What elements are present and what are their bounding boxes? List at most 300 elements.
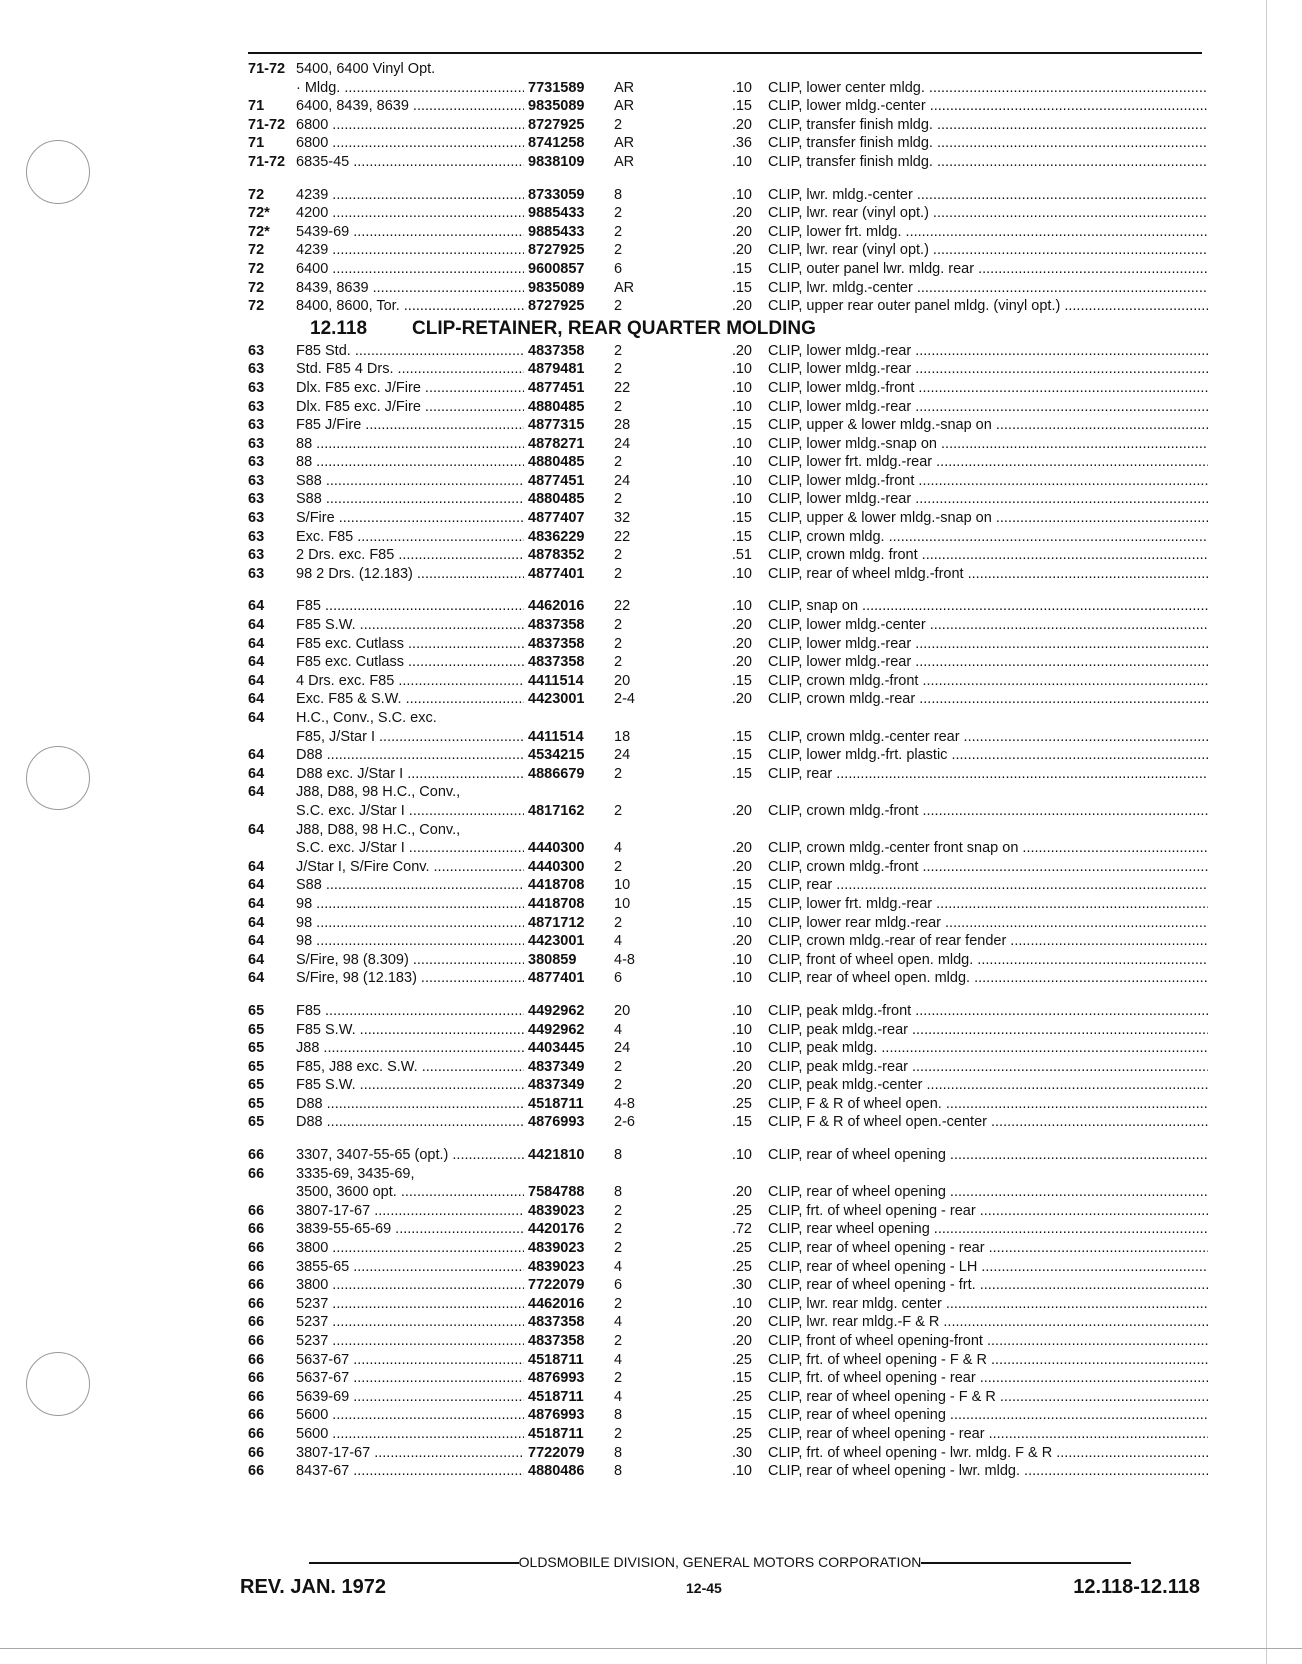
model-cell: F85 ..... xyxy=(296,1002,524,1021)
year-cell: 63 xyxy=(248,547,265,564)
price-cell: .10 xyxy=(731,951,752,968)
model-cell: F85 exc. Cutlass ..... xyxy=(296,653,524,672)
group-spacer xyxy=(248,988,1208,1002)
year-cell: 72* xyxy=(248,223,270,240)
part-number-cell: 4839023 xyxy=(528,1240,585,1257)
table-row xyxy=(248,79,1208,98)
model-cell: H.C., Conv., S.C. exc. xyxy=(296,710,437,726)
table-row xyxy=(248,379,1208,398)
table-row xyxy=(248,783,1208,802)
quantity-cell: 6 xyxy=(614,260,623,277)
price-cell: .36 xyxy=(731,135,752,152)
table-row xyxy=(248,653,1208,672)
price-cell: .25 xyxy=(731,1095,752,1112)
model-cell: Std. F85 4 Drs. ..... xyxy=(296,360,524,379)
model-cell: 4200 ..... xyxy=(296,204,524,223)
description-cell: CLIP, lwr. rear (vinyl opt.) ..... xyxy=(768,241,1208,260)
year-cell: 64 xyxy=(248,821,265,838)
price-cell: .15 xyxy=(731,98,752,115)
price-cell: .15 xyxy=(731,747,752,764)
quantity-cell: 2-4 xyxy=(614,691,635,708)
model-cell: J88 ..... xyxy=(296,1039,524,1058)
part-number-cell: 9835089 xyxy=(528,98,585,115)
description-cell: CLIP, crown mldg.-front ..... xyxy=(768,802,1208,821)
price-cell: .20 xyxy=(731,617,752,634)
description-cell: CLIP, peak mldg. ..... xyxy=(768,1039,1208,1058)
price-cell: .10 xyxy=(731,1021,752,1038)
year-cell: 65 xyxy=(248,1002,265,1019)
price-cell: .15 xyxy=(731,279,752,296)
quantity-cell: 2 xyxy=(614,547,623,564)
price-cell: .20 xyxy=(731,840,752,857)
model-cell: 5237 ..... xyxy=(296,1295,524,1314)
quantity-cell: 4 xyxy=(614,1351,623,1368)
model-cell: F85 exc. Cutlass ..... xyxy=(296,635,524,654)
quantity-cell: 4 xyxy=(614,1314,623,1331)
table-row xyxy=(248,453,1208,472)
table-row xyxy=(248,1332,1208,1351)
part-number-cell: 7731589 xyxy=(528,79,585,96)
description-cell: CLIP, upper & lower mldg.-snap on ..... xyxy=(768,509,1208,528)
price-cell: .20 xyxy=(731,1058,752,1075)
description-cell: CLIP, crown mldg.-rear of rear fender ..... xyxy=(768,932,1208,951)
quantity-cell: AR xyxy=(614,135,635,152)
part-number-cell: 4837358 xyxy=(528,654,585,671)
model-cell: F85 S.W. ..... xyxy=(296,616,524,635)
price-cell: .20 xyxy=(731,242,752,259)
table-row xyxy=(248,134,1208,153)
quantity-cell: 2 xyxy=(614,223,623,240)
part-number-cell: 4418708 xyxy=(528,895,585,912)
year-cell: 66 xyxy=(248,1240,265,1257)
part-number-cell: 4837358 xyxy=(528,617,585,634)
year-cell: 66 xyxy=(248,1295,265,1312)
quantity-cell: 18 xyxy=(614,728,631,745)
year-cell: 72* xyxy=(248,205,270,222)
table-row xyxy=(248,672,1208,691)
part-number-cell: 4534215 xyxy=(528,747,585,764)
quantity-cell: 2 xyxy=(614,361,623,378)
description-cell: CLIP, rear of wheel opening - rear ..... xyxy=(768,1425,1208,1444)
table-row xyxy=(248,746,1208,765)
table-row xyxy=(248,1002,1208,1021)
description-cell: CLIP, crown mldg. front ..... xyxy=(768,546,1208,565)
description-cell: CLIP, lwr. rear mldg. center ..... xyxy=(768,1295,1208,1314)
quantity-cell: 2 xyxy=(614,1202,623,1219)
year-cell: 64 xyxy=(248,858,265,875)
quantity-cell: 24 xyxy=(614,1040,631,1057)
description-cell: CLIP, upper & lower mldg.-snap on ..... xyxy=(768,416,1208,435)
part-number-cell: 4839023 xyxy=(528,1202,585,1219)
table-row xyxy=(248,1239,1208,1258)
part-number-cell: 4837349 xyxy=(528,1077,585,1094)
description-cell: CLIP, lwr. mldg.-center ..... xyxy=(768,186,1208,205)
year-cell: 72 xyxy=(248,279,265,296)
part-number-cell: 4878352 xyxy=(528,547,585,564)
table-row xyxy=(248,635,1208,654)
description-cell: CLIP, lower mldg.-rear ..... xyxy=(768,398,1208,417)
table-row xyxy=(248,528,1208,547)
model-cell: Exc. F85 ..... xyxy=(296,528,524,547)
quantity-cell: 8 xyxy=(614,1184,623,1201)
year-cell: 64 xyxy=(248,691,265,708)
table-row xyxy=(248,279,1208,298)
model-cell: 5637-67 ..... xyxy=(296,1351,524,1370)
part-number-cell: 8727925 xyxy=(528,298,585,315)
price-cell: .20 xyxy=(731,654,752,671)
description-cell: CLIP, F & R of wheel open.-center ..... xyxy=(768,1113,1208,1132)
quantity-cell: AR xyxy=(614,153,635,170)
quantity-cell: 2 xyxy=(614,1240,623,1257)
model-cell: 98 ..... xyxy=(296,895,524,914)
part-number-cell: 4420176 xyxy=(528,1221,585,1238)
description-cell: CLIP, lower frt. mldg.-rear ..... xyxy=(768,895,1208,914)
part-number-cell: 4423001 xyxy=(528,691,585,708)
part-number-cell: 4880485 xyxy=(528,491,585,508)
quantity-cell: 4 xyxy=(614,1388,623,1405)
table-row xyxy=(248,1462,1208,1481)
table-row xyxy=(248,839,1208,858)
model-cell: J88, D88, 98 H.C., Conv., xyxy=(296,821,461,838)
price-cell: .10 xyxy=(731,491,752,508)
table-row xyxy=(248,186,1208,205)
quantity-cell: 2 xyxy=(614,1058,623,1075)
year-cell: 63 xyxy=(248,510,265,527)
model-cell: 4239 ..... xyxy=(296,241,524,260)
year-cell: 66 xyxy=(248,1258,265,1275)
price-cell: .15 xyxy=(731,1407,752,1424)
description-cell: CLIP, rear of wheel opening - LH ..... xyxy=(768,1258,1208,1277)
description-cell: CLIP, transfer finish mldg. ..... xyxy=(768,153,1208,172)
price-cell: .20 xyxy=(731,635,752,652)
quantity-cell: 6 xyxy=(614,970,623,987)
price-cell: .10 xyxy=(731,565,752,582)
description-cell: CLIP, rear of wheel open. mldg. ..... xyxy=(768,969,1208,988)
model-cell: 3807-17-67 ..... xyxy=(296,1202,524,1221)
description-cell: CLIP, snap on ..... xyxy=(768,597,1208,616)
quantity-cell: 4 xyxy=(614,840,623,857)
model-cell: 5237 ..... xyxy=(296,1313,524,1332)
model-cell: S/Fire, 98 (8.309) ..... xyxy=(296,951,524,970)
table-row xyxy=(248,969,1208,988)
price-cell: .30 xyxy=(731,1444,752,1461)
table-row xyxy=(248,1295,1208,1314)
model-cell: F85 ..... xyxy=(296,597,524,616)
table-row xyxy=(248,1021,1208,1040)
table-row xyxy=(248,1313,1208,1332)
part-number-cell: 9885433 xyxy=(528,223,585,240)
table-row xyxy=(248,1076,1208,1095)
quantity-cell: 4-8 xyxy=(614,1095,635,1112)
table-row xyxy=(248,1369,1208,1388)
table-row xyxy=(248,802,1208,821)
quantity-cell: 24 xyxy=(614,472,631,489)
model-cell: F85 J/Fire ..... xyxy=(296,416,524,435)
part-number-cell: 4817162 xyxy=(528,802,585,819)
quantity-cell: 8 xyxy=(614,1463,623,1480)
price-cell: .15 xyxy=(731,260,752,277)
quantity-cell: 10 xyxy=(614,895,631,912)
price-cell: .20 xyxy=(731,298,752,315)
part-number-cell: 9835089 xyxy=(528,279,585,296)
part-number-cell: 9885433 xyxy=(528,205,585,222)
model-cell: 6400 ..... xyxy=(296,260,524,279)
table-row xyxy=(248,490,1208,509)
model-cell: Dlx. F85 exc. J/Fire ..... xyxy=(296,379,524,398)
year-cell: 63 xyxy=(248,342,265,359)
binder-hole-top xyxy=(26,140,90,204)
part-number-cell: 4837349 xyxy=(528,1058,585,1075)
model-cell: 3807-17-67 ..... xyxy=(296,1444,524,1463)
model-cell: D88 ..... xyxy=(296,1113,524,1132)
description-cell: CLIP, lwr. rear (vinyl opt.) ..... xyxy=(768,204,1208,223)
price-cell: .15 xyxy=(731,728,752,745)
model-cell: F85 S.W. ..... xyxy=(296,1076,524,1095)
table-row xyxy=(248,342,1208,361)
quantity-cell: AR xyxy=(614,98,635,115)
year-cell: 65 xyxy=(248,1021,265,1038)
year-cell: 64 xyxy=(248,765,265,782)
price-cell: .25 xyxy=(731,1202,752,1219)
table-row xyxy=(248,951,1208,970)
part-number-cell: 7722079 xyxy=(528,1444,585,1461)
description-cell: CLIP, crown mldg.-front ..... xyxy=(768,858,1208,877)
model-cell: D88 ..... xyxy=(296,1095,524,1114)
model-cell: 3335-69, 3435-69, xyxy=(296,1165,415,1182)
year-cell: 63 xyxy=(248,491,265,508)
year-cell: 66 xyxy=(248,1407,265,1424)
quantity-cell: 4 xyxy=(614,933,623,950)
table-row xyxy=(248,1388,1208,1407)
year-cell: 63 xyxy=(248,435,265,452)
quantity-cell: 2 xyxy=(614,765,623,782)
description-cell: CLIP, F & R of wheel open. ..... xyxy=(768,1095,1208,1114)
quantity-cell: 24 xyxy=(614,747,631,764)
year-cell: 65 xyxy=(248,1095,265,1112)
model-cell: D88 exc. J/Star I ..... xyxy=(296,765,524,784)
table-row xyxy=(248,1220,1208,1239)
quantity-cell: 2 xyxy=(614,635,623,652)
quantity-cell: 22 xyxy=(614,379,631,396)
price-cell: .15 xyxy=(731,672,752,689)
part-number-cell: 4880486 xyxy=(528,1463,585,1480)
table-row xyxy=(248,204,1208,223)
quantity-cell: 2 xyxy=(614,1370,623,1387)
table-row xyxy=(248,858,1208,877)
description-cell: CLIP, lower center mldg. ..... xyxy=(768,79,1208,98)
description-cell: CLIP, rear of wheel mldg.-front ..... xyxy=(768,565,1208,584)
model-cell: 6800 ..... xyxy=(296,134,524,153)
description-cell: CLIP, rear of wheel opening - F & R ..... xyxy=(768,1388,1208,1407)
model-cell: 98 ..... xyxy=(296,932,524,951)
price-cell: .10 xyxy=(731,186,752,203)
bottom-rule xyxy=(0,1648,1302,1649)
model-cell: 98 2 Drs. (12.183) ..... xyxy=(296,565,524,584)
year-cell: 64 xyxy=(248,784,265,801)
quantity-cell: 2 xyxy=(614,454,623,471)
part-number-cell: 4877315 xyxy=(528,417,585,434)
table-row xyxy=(248,565,1208,584)
page-footer xyxy=(240,1554,1200,1604)
year-cell: 64 xyxy=(248,598,265,615)
description-cell: CLIP, crown mldg.-center front snap on ..... xyxy=(768,839,1208,858)
price-cell: .20 xyxy=(731,933,752,950)
top-rule xyxy=(248,52,1202,54)
quantity-cell: 2 xyxy=(614,858,623,875)
model-cell: 5400, 6400 Vinyl Opt. xyxy=(296,61,436,77)
model-cell: Dlx. F85 exc. J/Fire ..... xyxy=(296,398,524,417)
model-cell: 3839-55-65-69 ..... xyxy=(296,1220,524,1239)
part-number-cell: 4876993 xyxy=(528,1114,585,1131)
part-number-cell: 4876993 xyxy=(528,1407,585,1424)
price-cell: .10 xyxy=(731,598,752,615)
year-cell: 66 xyxy=(248,1370,265,1387)
table-row xyxy=(248,241,1208,260)
year-cell: 66 xyxy=(248,1388,265,1405)
model-cell: 5639-69 ..... xyxy=(296,1388,524,1407)
description-cell: CLIP, lower mldg.-front ..... xyxy=(768,472,1208,491)
price-cell: .25 xyxy=(731,1240,752,1257)
footer-page-number: 12-45 xyxy=(686,1580,722,1596)
part-number-cell: 8727925 xyxy=(528,116,585,133)
model-cell: 3307, 3407-55-65 (opt.) ..... xyxy=(296,1146,524,1165)
description-cell: CLIP, frt. of wheel opening - lwr. mldg. F & R ..... xyxy=(768,1444,1208,1463)
year-cell: 64 xyxy=(248,672,265,689)
quantity-cell: 2 xyxy=(614,116,623,133)
description-cell: CLIP, peak mldg.-front ..... xyxy=(768,1002,1208,1021)
description-cell: CLIP, rear of wheel opening - lwr. mldg. ..... xyxy=(768,1462,1208,1481)
table-row xyxy=(248,690,1208,709)
description-cell: CLIP, lwr. rear mldg.-F & R ..... xyxy=(768,1313,1208,1332)
model-cell: J/Star I, S/Fire Conv. ..... xyxy=(296,858,524,877)
description-cell: CLIP, frt. of wheel opening - F & R ..... xyxy=(768,1351,1208,1370)
model-cell: Exc. F85 & S.W. ..... xyxy=(296,690,524,709)
table-row xyxy=(248,709,1208,728)
price-cell: .15 xyxy=(731,1370,752,1387)
price-cell: .15 xyxy=(731,1114,752,1131)
part-number-cell: 4876993 xyxy=(528,1370,585,1387)
model-cell: 3800 ..... xyxy=(296,1239,524,1258)
part-number-cell: 4440300 xyxy=(528,858,585,875)
price-cell: .20 xyxy=(731,1184,752,1201)
binder-hole-bottom xyxy=(26,1352,90,1416)
price-cell: .10 xyxy=(731,1147,752,1164)
table-row xyxy=(248,616,1208,635)
price-cell: .25 xyxy=(731,1351,752,1368)
table-row xyxy=(248,728,1208,747)
description-cell: CLIP, lower mldg.-rear ..... xyxy=(768,635,1208,654)
year-cell: 64 xyxy=(248,895,265,912)
price-cell: .10 xyxy=(731,454,752,471)
price-cell: .10 xyxy=(731,472,752,489)
description-cell: CLIP, crown mldg.-center rear ..... xyxy=(768,728,1208,747)
model-cell: F85, J88 exc. S.W. ..... xyxy=(296,1058,524,1077)
quantity-cell: AR xyxy=(614,279,635,296)
year-cell: 66 xyxy=(248,1351,265,1368)
description-cell: CLIP, lower mldg.-rear ..... xyxy=(768,653,1208,672)
model-cell: 8439, 8639 ..... xyxy=(296,279,524,298)
year-cell: 72 xyxy=(248,242,265,259)
part-number-cell: 4877451 xyxy=(528,472,585,489)
part-number-cell: 4880485 xyxy=(528,454,585,471)
quantity-cell: 2 xyxy=(614,398,623,415)
quantity-cell: 8 xyxy=(614,1407,623,1424)
model-cell: 88 ..... xyxy=(296,435,524,454)
table-row xyxy=(248,360,1208,379)
quantity-cell: 20 xyxy=(614,672,631,689)
year-cell: 71-72 xyxy=(248,153,286,170)
price-cell: .20 xyxy=(731,342,752,359)
description-cell: CLIP, frt. of wheel opening - rear ..... xyxy=(768,1369,1208,1388)
quantity-cell: 8 xyxy=(614,1444,623,1461)
year-cell: 66 xyxy=(248,1444,265,1461)
part-number-cell: 4877401 xyxy=(528,970,585,987)
year-cell: 72 xyxy=(248,260,265,277)
quantity-cell: 2 xyxy=(614,1333,623,1349)
description-cell: CLIP, transfer finish mldg. ..... xyxy=(768,116,1208,135)
price-cell: .20 xyxy=(731,802,752,819)
quantity-cell: 2 xyxy=(614,654,623,671)
quantity-cell: 2 xyxy=(614,914,623,931)
parts-list xyxy=(248,60,1208,1481)
table-row xyxy=(248,1202,1208,1221)
price-cell: .10 xyxy=(731,1002,752,1019)
model-cell: 4 Drs. exc. F85 ..... xyxy=(296,672,524,691)
quantity-cell: 2 xyxy=(614,802,623,819)
part-number-cell: 7584788 xyxy=(528,1184,585,1201)
table-row xyxy=(248,1351,1208,1370)
part-number-cell: 4518711 xyxy=(528,1388,584,1405)
description-cell: CLIP, rear of wheel opening - rear ..... xyxy=(768,1239,1208,1258)
year-cell: 64 xyxy=(248,914,265,931)
group-spacer xyxy=(248,172,1208,186)
description-cell: CLIP, lower rear mldg.-rear ..... xyxy=(768,914,1208,933)
model-cell: 5600 ..... xyxy=(296,1406,524,1425)
table-row xyxy=(248,472,1208,491)
price-cell: .10 xyxy=(731,435,752,452)
year-cell: 63 xyxy=(248,361,265,378)
year-cell: 63 xyxy=(248,454,265,471)
price-cell: .15 xyxy=(731,417,752,434)
description-cell: CLIP, outer panel lwr. mldg. rear ..... xyxy=(768,260,1208,279)
table-row xyxy=(248,1276,1208,1295)
price-cell: .15 xyxy=(731,528,752,545)
model-cell: S/Fire, 98 (12.183) ..... xyxy=(296,969,524,988)
table-row xyxy=(248,509,1208,528)
price-cell: .15 xyxy=(731,877,752,894)
quantity-cell: 20 xyxy=(614,1002,631,1019)
description-cell: CLIP, transfer finish mldg. ..... xyxy=(768,134,1208,153)
table-row xyxy=(248,116,1208,135)
part-number-cell: 9600857 xyxy=(528,260,585,277)
quantity-cell: 2 xyxy=(614,298,623,315)
model-cell: 5600 ..... xyxy=(296,1425,524,1444)
part-number-cell: 4839023 xyxy=(528,1258,585,1275)
description-cell: CLIP, lwr. mldg.-center ..... xyxy=(768,279,1208,298)
part-number-cell: 4879481 xyxy=(528,361,585,378)
description-cell: CLIP, lower mldg.-front ..... xyxy=(768,379,1208,398)
quantity-cell: 2 xyxy=(614,1295,623,1312)
year-cell: 65 xyxy=(248,1040,265,1057)
table-row xyxy=(248,60,1208,79)
table-row xyxy=(248,1444,1208,1463)
year-cell: 66 xyxy=(248,1165,265,1182)
footer-corporation: OLDSMOBILE DIVISION, GENERAL MOTORS CORPORATION xyxy=(518,1554,922,1570)
description-cell: CLIP, rear of wheel opening ..... xyxy=(768,1406,1208,1425)
table-row xyxy=(248,398,1208,417)
price-cell: .10 xyxy=(731,398,752,415)
year-cell: 66 xyxy=(248,1463,265,1480)
